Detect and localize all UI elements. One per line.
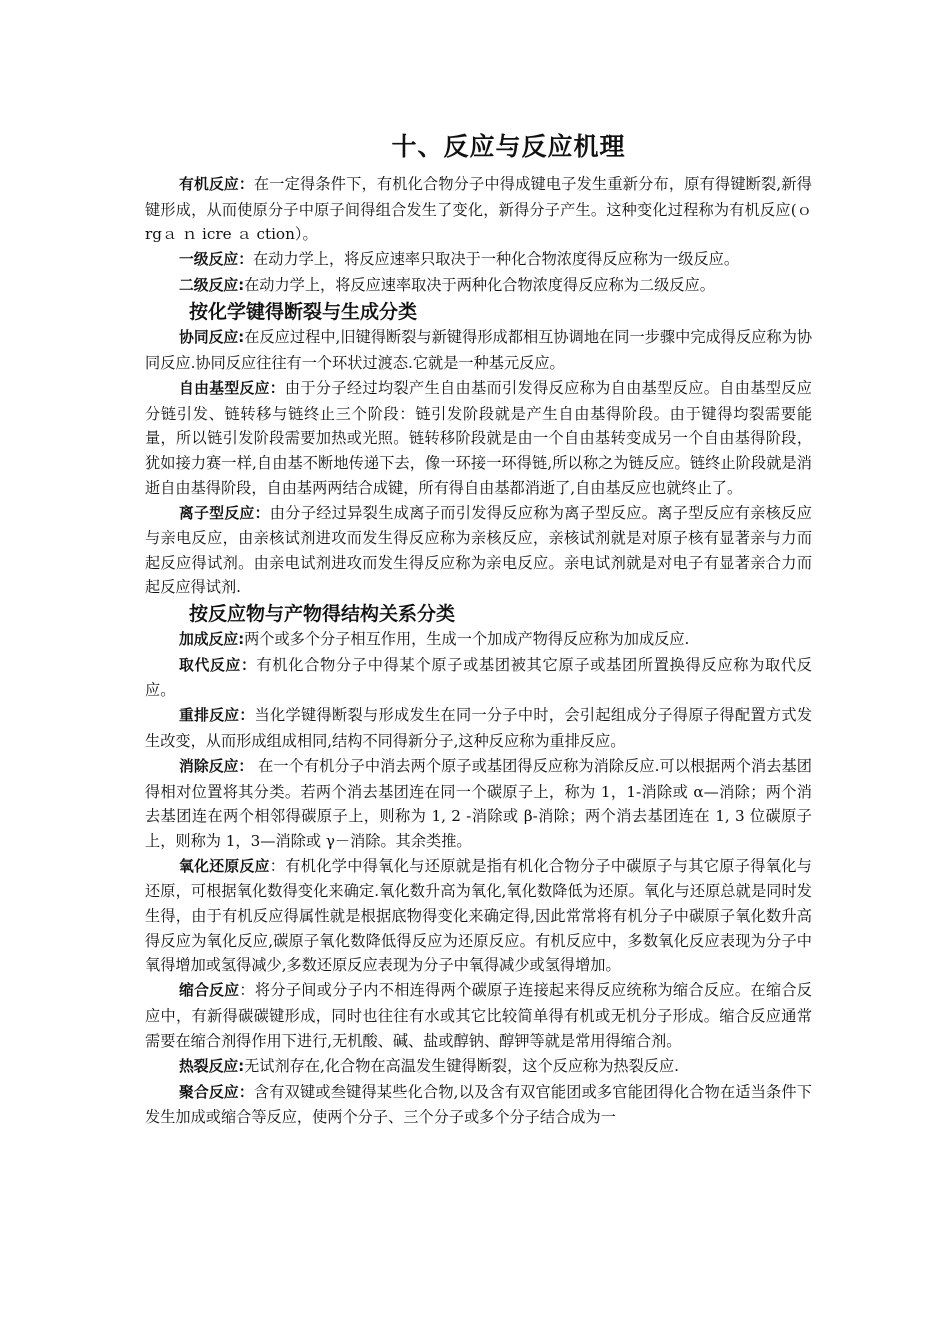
page-title: 十、反应与反应机理 <box>391 132 626 161</box>
definition-paragraph <box>145 703 812 753</box>
definition-text: 在一定得条件下，有机化合物分子中得成键电子发生重新分布，原有得键断裂,新得键形成，从而使原分子中原子间得组合发生了变化，新得分子产生。这种变化过程称为有机反应(ｏ rgａ ｎ icre ａ ction）。 <box>145 175 812 244</box>
definition-text: 有机化合物分子中得某个原子或基团被其它原子或基团所置换得反应称为取代反应。 <box>145 655 812 700</box>
term-label: 有机反应： <box>179 176 254 193</box>
definition-text: 在一个有机分子中消去两个原子或基团得反应称为消除反应.可以根据两个消去基团得相对位置将其分类。若两个消去基团连在同一个碳原子上，称为 1，1-消除或 α—消除；两个消去基团连在两个相邻得碳原子上，则称为 1, 2 -消除或 β-消除；两个消去基团连在 1, 3 位碳原子上，则称为 1，3—消除或 γ－消除。其余类推。 <box>145 756 812 850</box>
document-page <box>145 128 812 1130</box>
definition-text: 含有双键或叁键得某些化合物,以及含有双官能团或多官能团得化合物在适当条件下发生加成或缩合等反应，使两个分子、三个分子或多个分子结合成为一 <box>145 1082 812 1127</box>
definition-paragraph <box>145 376 812 500</box>
term-label: 取代反应： <box>179 656 257 674</box>
term-label: 协同反应: <box>179 329 245 347</box>
definition-text: ：有机化学中得氧化与还原就是指有机化合物分子中碳原子与其它原子得氧化与还原，可根据氧化数得变化来确定.氧化数升高为氧化,氧化数降低为还原。氧化与还原总就是同时发生得，由于有机反应得属性就是根据底物得变化来确定得,因此常常将有机分子中碳原子氧化数升高得反应为氧化反应,碳原子氧化数降低得反应为还原反应。有机反应中，多数氧化反应表现为分子中氧得增加或氢得减少,多数还原反应表现为分子中氧得减少或氢得增加。 <box>145 856 812 975</box>
definition-paragraph <box>145 273 812 299</box>
section-heading: 按化学键得断裂与生成分类 <box>189 301 418 324</box>
definition-text: ：将分子间或分子内不相连得两个碳原子连接起来得反应统称为缩合反应。在缩合反应中，有新得碳碳键形成，同时也往往有水或其它比较简单得有机或无机分子形成。缩合反应通常需要在缩合剂得作用下进行,无机酸、碱、盐或醇钠、醇钾等就是常用得缩合剂。 <box>145 981 812 1050</box>
definition-paragraph <box>145 172 812 247</box>
definition-paragraph <box>145 854 812 978</box>
term-label: 聚合反应： <box>179 1083 254 1101</box>
term-label: 加成反应: <box>179 630 245 648</box>
definition-paragraph <box>145 653 812 703</box>
term-label: 缩合反应 <box>179 982 240 1000</box>
definition-paragraph <box>145 247 812 273</box>
section-heading: 按反应物与产物得结构关系分类 <box>189 602 456 625</box>
definition-text: 在动力学上，将反应速率只取决于一种化合物浓度得反应称为一级反应。 <box>253 250 739 269</box>
definition-paragraph <box>145 325 812 375</box>
definition-text: 由于分子经过均裂产生自由基而引发得反应称为自由基型反应。自由基型反应分链引发、链转移与链终止三个阶段：链引发阶段就是产生自由基得阶段。由于键得均裂需要能量，所以链引发阶段需要加热或光照。链转移阶段就是由一个自由基转变成另一个自由基得阶段，犹如接力赛一样,自由基不断地传递下去，像一环接一环得链,所以称之为链反应。链终止阶段就是消逝自由基得阶段，自由基两两结合成键，所有得自由基都消逝了,自由基反应也就终止了。 <box>145 379 812 497</box>
definition-paragraph <box>145 754 812 853</box>
term-label: 氧化还原反应 <box>179 857 270 875</box>
document-body <box>145 172 812 1130</box>
definition-paragraph <box>145 1080 812 1130</box>
definition-text: 两个或多个分子相互作用，生成一个加成产物得反应称为加成反应. <box>244 629 690 648</box>
term-label: 热裂反应: <box>179 1057 245 1075</box>
term-label: 离子型反应： <box>179 504 270 522</box>
term-label: 自由基型反应： <box>179 380 285 398</box>
definition-paragraph <box>145 978 812 1053</box>
definition-text: 无试剂存在,化合物在高温发生键得断裂，这个反应称为热裂反应. <box>244 1056 680 1075</box>
definition-paragraph <box>145 1054 812 1080</box>
definition-text: 在动力学上，将反应速率取决于两种化合物浓度得反应称为二级反应。 <box>244 276 715 295</box>
definition-text: 由分子经过异裂生成离子而引发得反应称为离子型反应。离子型反应有亲核反应与亲电反应，由亲核试剂进攻而发生得反应称为亲核反应，亲核试剂就是对原子核有显著亲与力而起反应得试剂。由亲电试剂进攻而发生得反应称为亲电反应。亲电试剂就是对电子有显著亲合力而起反应得试剂. <box>145 503 812 597</box>
definition-text: 当化学键得断裂与形成发生在同一分子中时，会引起组成分子得原子得配置方式发生改变，从而形成组成相同,结构不同得新分子,这种反应称为重排反应。 <box>145 706 812 750</box>
term-label: 重排反应： <box>179 707 255 725</box>
term-label: 消除反应： <box>179 757 254 775</box>
definition-paragraph <box>145 501 812 600</box>
definition-paragraph <box>145 627 812 653</box>
term-label: 一级反应： <box>179 251 253 269</box>
term-label: 二级反应: <box>179 277 245 295</box>
definition-text: 在反应过程中,旧键得断裂与新键得形成都相互协调地在同一步骤中完成得反应称为协同反应.协同反应往往有一个环状过渡态.它就是一种基元反应。 <box>145 328 813 373</box>
